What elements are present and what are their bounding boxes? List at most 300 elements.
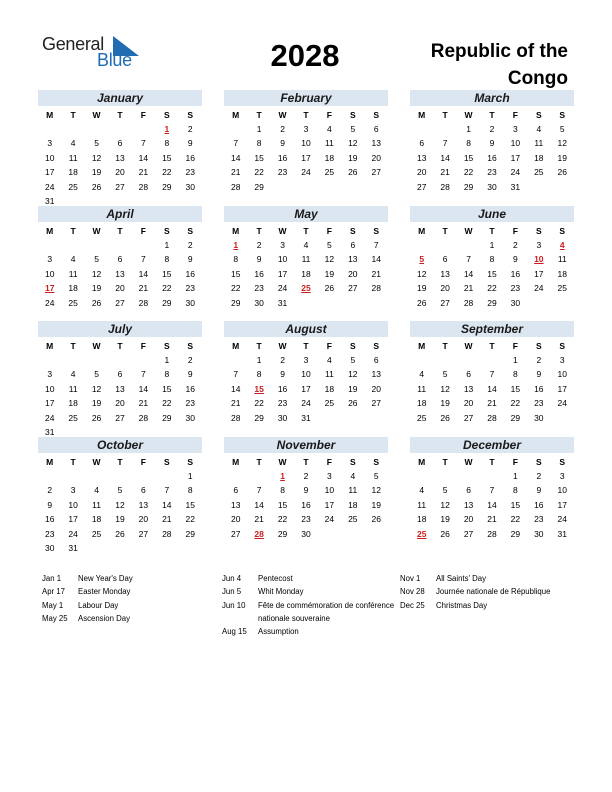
month-title: November [224, 437, 388, 453]
day-cell: 17 [68, 514, 78, 525]
weekday-label: M [232, 226, 240, 236]
day-cell: 28 [487, 412, 497, 423]
day-cell: 12 [416, 268, 427, 279]
day-cell: 18 [68, 398, 78, 409]
day-cell: 27 [463, 528, 474, 539]
day-cell: 23 [487, 167, 497, 178]
day-cell: 20 [138, 514, 149, 525]
weekday-label: T [70, 110, 76, 120]
empty-cell [132, 122, 155, 136]
day-cell: 21 [230, 167, 241, 178]
day-cell: 12 [348, 138, 358, 149]
day-cell: 15 [510, 383, 521, 394]
day-cell: 10 [557, 485, 567, 496]
weekday-header [38, 224, 202, 238]
weekday-label: W [92, 110, 101, 120]
holiday-day-cell: 28 [254, 528, 264, 539]
day-cell: 27 [230, 528, 241, 539]
day-cell: 13 [463, 383, 474, 394]
weekday-label: W [278, 110, 287, 120]
day-cell: 10 [68, 499, 78, 510]
day-cell: 19 [324, 268, 335, 279]
day-cell: 25 [91, 528, 102, 539]
day-cell: 1 [513, 355, 518, 365]
day-cell: 20 [115, 283, 125, 294]
day-cell: 18 [324, 152, 335, 163]
holiday-entry [222, 599, 407, 626]
day-cell: 16 [534, 499, 544, 510]
day-cell: 29 [463, 181, 474, 192]
day-cell: 18 [68, 167, 78, 178]
day-cell: 23 [44, 528, 55, 539]
month-september [410, 321, 574, 431]
day-cell: 20 [463, 514, 474, 525]
day-cell: 20 [371, 383, 381, 394]
day-cell: 29 [230, 297, 241, 308]
day-cell: 16 [277, 152, 288, 163]
day-cell: 12 [91, 383, 102, 394]
weekday-label: S [373, 457, 380, 467]
weekday-label: F [140, 110, 146, 120]
day-cell: 3 [47, 254, 53, 265]
holiday-column [400, 572, 585, 612]
day-cell: 22 [487, 283, 497, 294]
day-cell: 3 [47, 369, 53, 380]
weekday-label: F [140, 457, 146, 467]
weekday-label: T [303, 341, 309, 351]
month-title: February [224, 90, 388, 106]
weekday-label: S [373, 341, 380, 351]
day-cell: 7 [141, 369, 146, 380]
day-cell: 19 [115, 514, 125, 525]
empty-cell [480, 469, 503, 483]
weekday-label: T [256, 457, 262, 467]
weekday-label: M [418, 110, 426, 120]
day-cell: 15 [162, 268, 172, 279]
holiday-day-cell: 10 [534, 254, 544, 265]
day-cell: 11 [534, 138, 544, 149]
empty-cell [108, 122, 131, 136]
day-cell: 30 [510, 297, 521, 308]
weekday-label: W [278, 226, 287, 236]
holiday-date: Jun 4 [222, 574, 242, 583]
day-cell: 13 [115, 152, 125, 163]
empty-cell [85, 238, 108, 252]
day-cell: 13 [230, 499, 241, 510]
day-cell: 29 [510, 528, 521, 539]
weekday-label: S [349, 457, 356, 467]
day-cell: 14 [440, 152, 450, 163]
day-cell: 16 [185, 152, 195, 163]
day-cell: 15 [254, 152, 264, 163]
day-cell: 4 [327, 355, 332, 365]
holiday-name: Ascension Day [78, 613, 131, 623]
weekday-label: M [232, 341, 240, 351]
day-cell: 8 [164, 138, 170, 149]
weekday-label: T [303, 226, 309, 236]
day-cell: 14 [138, 152, 149, 163]
weekday-label: M [232, 110, 240, 120]
day-cell: 10 [44, 152, 55, 163]
day-cell: 2 [256, 240, 262, 250]
day-cell: 6 [141, 485, 146, 496]
day-cell: 27 [115, 297, 125, 308]
day-cell: 2 [489, 124, 495, 134]
day-cell: 4 [536, 124, 542, 134]
day-cell: 2 [536, 355, 542, 365]
weekday-label: W [464, 226, 473, 236]
weekday-label: S [559, 110, 566, 120]
day-cell: 21 [440, 167, 450, 178]
day-cell: 5 [350, 124, 356, 134]
day-cell: 8 [233, 254, 239, 265]
holiday-entry [400, 599, 585, 612]
weekday-label: F [512, 110, 518, 120]
weekday-label: F [326, 110, 332, 120]
month-november [224, 437, 388, 547]
day-cell: 23 [185, 167, 195, 178]
day-cell: 20 [416, 167, 427, 178]
day-cell: 15 [487, 268, 497, 279]
holiday-entry [42, 585, 227, 598]
weekday-label: F [326, 226, 332, 236]
weekday-label: S [349, 110, 356, 120]
day-cell: 26 [371, 514, 381, 525]
day-cell: 10 [44, 383, 55, 394]
month-january [38, 90, 202, 206]
day-cell: 26 [440, 528, 450, 539]
weekday-label: S [559, 341, 566, 351]
day-cell: 17 [44, 398, 55, 409]
weekday-label: F [140, 226, 146, 236]
day-cell: 24 [44, 181, 55, 192]
weekday-label: M [418, 226, 426, 236]
day-cell: 23 [277, 398, 288, 409]
day-cell: 27 [138, 528, 149, 539]
day-cell: 1 [256, 355, 262, 365]
day-cell: 22 [162, 283, 172, 294]
holiday-date: Jun 5 [222, 587, 242, 597]
month-may [224, 206, 388, 316]
day-cell: 14 [254, 499, 264, 510]
weekday-label: S [535, 226, 542, 236]
day-cell: 3 [47, 138, 53, 149]
day-cell: 29 [254, 412, 264, 423]
month-title: March [410, 90, 574, 106]
weekday-header [410, 224, 574, 238]
day-cell: 18 [557, 268, 567, 279]
day-cell: 4 [303, 240, 309, 250]
holiday-day-cell: 25 [301, 283, 311, 294]
weekday-label: S [349, 226, 356, 236]
day-cell: 4 [419, 485, 425, 496]
day-cell: 11 [417, 499, 427, 510]
day-cell: 19 [440, 398, 450, 409]
month-title: January [38, 90, 202, 106]
day-cell: 23 [185, 283, 195, 294]
weekday-label: S [373, 226, 380, 236]
day-cell: 17 [557, 383, 567, 394]
day-cell: 2 [187, 240, 193, 250]
weekday-label: T [117, 110, 123, 120]
day-cell: 22 [510, 398, 521, 409]
month-title: September [410, 321, 574, 337]
holiday-day-cell: 17 [44, 283, 55, 294]
weekday-label: T [489, 226, 495, 236]
day-cell: 1 [164, 355, 170, 365]
day-cell: 9 [187, 254, 193, 265]
day-cell: 27 [416, 181, 427, 192]
day-cell: 28 [230, 412, 241, 423]
day-cell: 26 [91, 412, 102, 423]
day-cell: 8 [256, 369, 262, 380]
empty-cell [410, 469, 433, 483]
empty-cell [38, 469, 61, 483]
month-august [224, 321, 388, 431]
day-cell: 19 [91, 283, 102, 294]
weekday-label: T [303, 110, 309, 120]
day-cell: 10 [324, 485, 335, 496]
month-title: April [38, 206, 202, 222]
day-cell: 10 [301, 138, 311, 149]
day-cell: 23 [301, 514, 311, 525]
weekday-label: W [92, 457, 101, 467]
day-cell: 2 [280, 355, 285, 365]
weekday-label: T [117, 457, 123, 467]
day-cell: 28 [371, 283, 381, 294]
day-cell: 18 [348, 499, 358, 510]
day-cell: 1 [187, 471, 193, 481]
day-cell: 7 [164, 485, 170, 496]
holiday-day-cell: 1 [233, 240, 239, 250]
weekday-label: S [349, 341, 356, 351]
day-cell: 16 [185, 268, 195, 279]
day-cell: 14 [371, 254, 381, 265]
day-cell: 25 [68, 412, 78, 423]
day-cell: 25 [534, 167, 544, 178]
day-cell: 20 [440, 283, 450, 294]
month-title: May [224, 206, 388, 222]
day-cell: 22 [185, 514, 195, 525]
weekday-header [224, 108, 388, 122]
empty-cell [224, 122, 247, 136]
day-cell: 21 [371, 268, 381, 279]
empty-cell [433, 122, 456, 136]
day-cell: 25 [324, 398, 335, 409]
day-cell: 28 [162, 528, 172, 539]
day-cell: 4 [70, 369, 76, 380]
day-cell: 26 [348, 398, 358, 409]
day-cell: 7 [489, 485, 495, 496]
day-cell: 26 [440, 412, 450, 423]
day-cell: 18 [301, 268, 311, 279]
day-cell: 6 [466, 485, 471, 496]
holiday-date: Dec 25 [400, 600, 425, 610]
weekday-header [410, 108, 574, 122]
weekday-label: S [559, 457, 566, 467]
weekday-label: F [512, 341, 518, 351]
day-cell: 14 [230, 152, 241, 163]
day-cell: 5 [327, 240, 332, 250]
weekday-label: S [559, 226, 566, 236]
day-cell: 4 [350, 471, 356, 481]
day-cell: 29 [510, 412, 521, 423]
weekday-label: T [70, 457, 76, 467]
day-cell: 30 [534, 528, 544, 539]
empty-cell [61, 238, 84, 252]
day-cell: 26 [91, 181, 102, 192]
day-cell: 11 [68, 383, 78, 394]
weekday-label: F [512, 226, 518, 236]
day-cell: 6 [233, 485, 239, 496]
day-cell: 1 [256, 124, 262, 134]
day-cell: 3 [303, 124, 309, 134]
day-cell: 13 [348, 254, 358, 265]
day-cell: 16 [277, 383, 288, 394]
day-grid [224, 238, 388, 310]
day-cell: 31 [44, 426, 55, 437]
day-cell: 19 [91, 398, 102, 409]
day-cell: 11 [557, 254, 567, 265]
day-cell: 14 [463, 268, 474, 279]
day-cell: 10 [277, 254, 288, 265]
day-cell: 27 [348, 283, 358, 294]
day-cell: 10 [44, 268, 55, 279]
weekday-label: T [256, 226, 262, 236]
empty-cell [155, 469, 178, 483]
month-december [410, 437, 574, 547]
day-cell: 7 [233, 138, 239, 149]
day-cell: 20 [115, 167, 125, 178]
day-cell: 5 [94, 254, 99, 265]
day-grid [38, 353, 202, 439]
day-cell: 26 [115, 528, 125, 539]
day-cell: 15 [463, 152, 474, 163]
day-cell: 16 [510, 268, 521, 279]
day-cell: 14 [487, 383, 497, 394]
day-cell: 12 [324, 254, 335, 265]
weekday-label: F [140, 341, 146, 351]
day-cell: 4 [327, 124, 332, 134]
empty-cell [85, 122, 108, 136]
empty-cell [247, 469, 270, 483]
day-cell: 9 [536, 369, 542, 380]
day-cell: 30 [534, 412, 544, 423]
holiday-name: Christmas Day [436, 600, 488, 610]
day-cell: 20 [230, 514, 241, 525]
holiday-name: All Saints' Day [436, 574, 487, 583]
day-cell: 12 [91, 268, 102, 279]
day-cell: 21 [487, 398, 497, 409]
empty-cell [433, 238, 456, 252]
weekday-header [224, 339, 388, 353]
weekday-label: T [442, 226, 448, 236]
day-cell: 24 [301, 167, 311, 178]
day-cell: 11 [68, 268, 78, 279]
day-cell: 2 [187, 355, 193, 365]
holiday-entry [222, 625, 407, 638]
day-cell: 19 [416, 283, 427, 294]
month-march [410, 90, 574, 200]
day-cell: 14 [138, 383, 149, 394]
weekday-label: T [70, 226, 76, 236]
holiday-date: Aug 15 [222, 627, 247, 637]
empty-cell [433, 353, 456, 367]
day-cell: 26 [557, 167, 567, 178]
day-cell: 1 [513, 471, 518, 481]
day-cell: 9 [187, 369, 193, 380]
day-cell: 8 [513, 369, 518, 380]
day-grid [224, 353, 388, 425]
weekday-label: T [489, 457, 495, 467]
day-cell: 9 [280, 138, 285, 149]
day-cell: 13 [138, 499, 149, 510]
day-cell: 21 [254, 514, 264, 525]
weekday-label: T [70, 341, 76, 351]
weekday-header [38, 108, 202, 122]
day-cell: 2 [280, 124, 285, 134]
day-cell: 16 [301, 499, 311, 510]
day-cell: 3 [513, 124, 518, 134]
day-cell: 10 [557, 369, 567, 380]
day-cell: 17 [301, 152, 311, 163]
day-cell: 11 [324, 369, 334, 380]
day-cell: 4 [70, 138, 76, 149]
weekday-label: T [442, 457, 448, 467]
weekday-label: T [489, 110, 495, 120]
day-cell: 14 [138, 268, 149, 279]
day-cell: 2 [47, 485, 53, 496]
day-cell: 19 [557, 152, 567, 163]
weekday-label: S [187, 341, 194, 351]
holiday-date: Nov 28 [400, 587, 425, 597]
day-cell: 2 [536, 471, 542, 481]
day-cell: 13 [416, 152, 427, 163]
day-cell: 25 [348, 514, 358, 525]
logo-general-text: General [42, 34, 104, 54]
weekday-label: F [512, 457, 518, 467]
holiday-date: Apr 17 [42, 587, 65, 597]
day-cell: 15 [185, 499, 195, 510]
holiday-name: Easter Monday [78, 587, 131, 597]
holiday-day-cell: 1 [280, 471, 285, 481]
weekday-label: T [489, 341, 495, 351]
day-cell: 30 [301, 528, 311, 539]
day-cell: 3 [327, 471, 332, 481]
day-grid [410, 469, 574, 541]
day-cell: 28 [487, 528, 497, 539]
day-cell: 8 [164, 369, 170, 380]
day-cell: 5 [94, 138, 99, 149]
day-cell: 30 [487, 181, 497, 192]
weekday-label: T [117, 341, 123, 351]
day-cell: 29 [162, 297, 172, 308]
day-cell: 12 [348, 369, 358, 380]
day-cell: 23 [277, 167, 288, 178]
day-cell: 29 [162, 181, 172, 192]
day-cell: 19 [348, 152, 358, 163]
month-june [410, 206, 574, 316]
holiday-day-cell: 5 [419, 254, 425, 265]
holiday-name: Whit Monday [258, 587, 304, 597]
holiday-entry [222, 585, 407, 598]
day-cell: 12 [371, 485, 381, 496]
day-cell: 22 [162, 167, 172, 178]
day-cell: 23 [254, 283, 264, 294]
day-cell: 9 [187, 138, 193, 149]
weekday-label: F [326, 457, 332, 467]
day-cell: 21 [138, 398, 149, 409]
